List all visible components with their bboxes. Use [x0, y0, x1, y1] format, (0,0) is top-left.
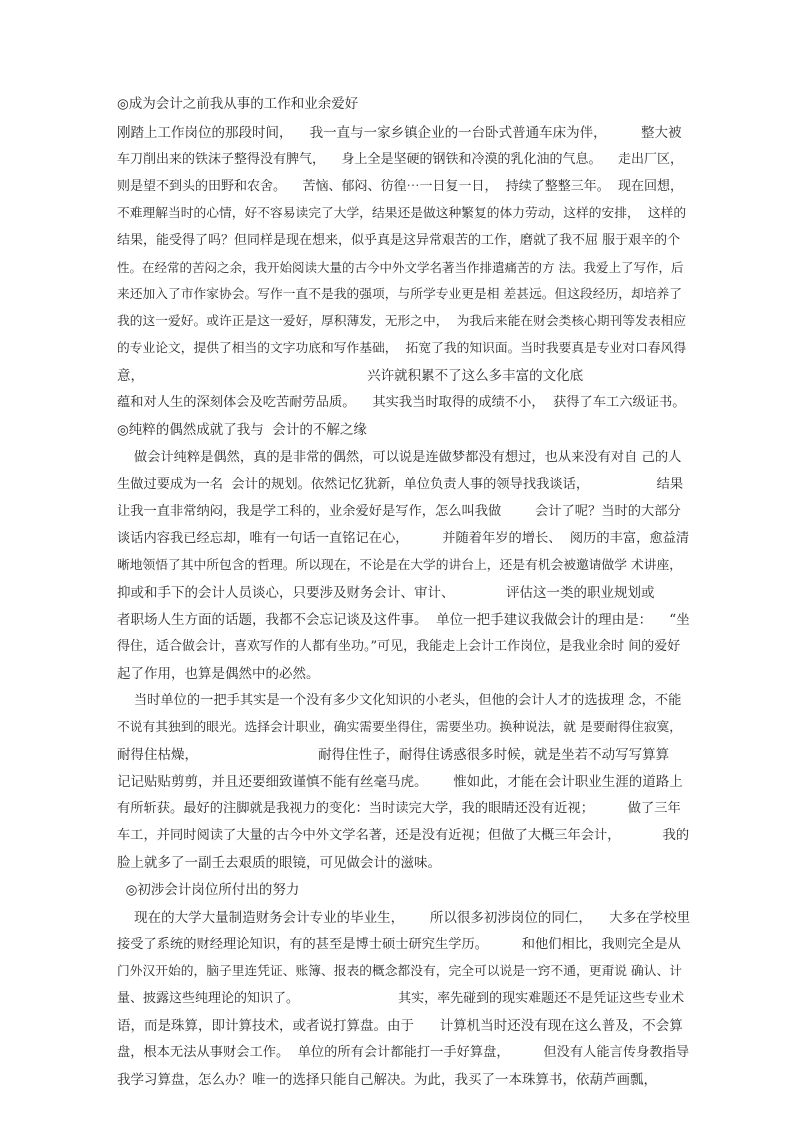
paragraph-line: 生做过要成为一名 会计的规划。依然记忆犹新，单位负责人事的领导找我谈话， 结果 [117, 477, 684, 492]
section-heading: ◎成为会计之前我从事的工作和业余爱好 [117, 96, 359, 112]
paragraph-line: 的专业论文，提供了相当的文字功底和写作基础， 拓宽了我的知识面。当时我要真是专业对口春风得 [117, 341, 687, 356]
paragraph-line: 者职场人生方面的话题，我都不会忘记谈及这件事。 单位一把手建议我做会计的理由是： “坐 [117, 612, 690, 628]
section-heading: ◎初涉会计岗位所付出的努力 [117, 882, 300, 898]
paragraph-line: 意， 兴许就积累不了这么多丰富的文化底 [117, 368, 584, 384]
paragraph-line: 抑或和手下的会计人员谈心，只要涉及财务会计、审计、 评估这一类的职业规划或 [117, 585, 655, 601]
paragraph-line: 起了作用，也算是偶然中的必然。 [117, 666, 320, 682]
paragraph-line: 性。在经常的苦闷之余，我开始阅读大量的古今中外文学名著当作排遣痛苦的方 法。我爱上了写作，后 [117, 260, 684, 275]
paragraph-line: 结果，能受得了吗？但同样是现在想来，似乎真是这异常艰苦的工作，磨就了我不屈 服于艰辛的个 [117, 233, 681, 248]
paragraph-line: 我学习算盘，怎么办？唯一的选择只能自己解决。为此，我买了一本珠算书，依葫芦画瓢， [117, 1072, 657, 1088]
paragraph-line: 接受了系统的财经理论知识，有的甚至是博士硕士研究生学历。 和他们相比，我则完全是从 [117, 937, 681, 952]
paragraph-line: 晰地领悟了其中所包含的哲理。所以现在，不论是在大学的讲台上，还是有机会被邀请做学 术讲座， [117, 558, 683, 573]
paragraph-line: 有所斩获。最好的注脚就是我视力的变化：当时读完大学，我的眼睛还没有近视； 做了三年 [117, 801, 681, 816]
paragraph-line: 刚踏上工作岗位的那段时间， 我一直与一家乡镇企业的一台卧式普通车床为伴， 整大被 [117, 125, 682, 141]
paragraph-line: 门外汉开始的，脑子里连凭证、账簿、报表的概念都没有，完全可以说是一窍不通，更甭说 确认、计 [117, 964, 683, 979]
paragraph-line: 耐得住枯燥， 耐得住性子，耐得住诱惑很多时候，就是坐若不动写写算算 [117, 747, 670, 763]
paragraph-line: 语，而是珠算，即计算技术，或者说打算盘。由于 计算机当时还没有现在这么普及，不会算 [117, 1018, 683, 1034]
paragraph-line: 当时单位的一把手其实是一个没有多少文化知识的小老头，但他的会计人才的选拔理 念，不能 [117, 693, 682, 708]
paragraph-line: 现在的大学大量制造财务会计专业的毕业生， 所以很多初涉岗位的同仁， 大多在学校里 [117, 910, 690, 926]
paragraph-line: 不说有其独到的眼光。选择会计职业，确实需要坐得住，需要坐功。换种说法，就 是要耐得住寂寞， [117, 720, 683, 735]
paragraph-line: 让我一直非常纳闷，我是学工科的，业余爱好是写作，怎么叫我做 会计了呢？当时的大部分 [117, 504, 681, 519]
paragraph-line: 脸上就多了一副壬去艰质的眼镜，可见做会计的滋味。 [117, 855, 441, 871]
paragraph-line: 车刀削出来的铁沫子整得没有脾气， 身上全是坚硬的钢铁和冷漠的乳化油的气息。 走出厂区， [117, 152, 684, 167]
paragraph-line: 得住，适合做会计，喜欢写作的人都有坐功。”可见，我能走上会计工作岗位，是我业余时 间的爱好 [117, 639, 681, 654]
paragraph-line: 谈话内容我已经忘却，唯有一句话一直铭记在心， 并随着年岁的增长、 阅历的丰富，愈益清 [117, 531, 690, 546]
paragraph-line: 记记贴贴剪剪，并且还要细致谨慎不能有丝毫马虎。 惟如此，才能在会计职业生涯的道路上 [117, 774, 683, 790]
section-heading: ◎纯粹的偶然成就了我与 会计的不解之缘 [117, 422, 367, 438]
paragraph-line: 盘，根本无法从事财会工作。 单位的所有会计都能打一手好算盘， 但没有人能言传身教指导 [117, 1045, 690, 1060]
paragraph-line: 我的这一爱好。或许正是这一爱好，厚积薄发，无形之中， 为我后来能在财会类核心期刊等发表相应 [117, 314, 687, 329]
paragraph-line: 蕴和对人生的深刻体会及吃苦耐劳品质。 其实我当时取得的成绩不小， 获得了车工六级证书。 [117, 395, 686, 410]
paragraph-line: 则是望不到头的田野和农舍。 苦恼、郁闷、彷徨⋯一日复一日， 持续了整整三年。 现在回想， [117, 179, 684, 194]
paragraph-line: 不难理解当时的心情，好不容易读完了大学，结果还是做这种繁复的体力劳动，这样的安排， 这样的 [117, 206, 687, 221]
paragraph-line: 量、披露这些纯理论的知识了。 其实，率先碰到的现实难题还不是凭证这些专业术 [117, 991, 685, 1006]
paragraph-line: 做会计纯粹是偶然，真的是非常的偶然，可以说是连做梦都没有想过，也从来没有对自 己的人 [117, 450, 682, 465]
paragraph-line: 来还加入了市作家协会。写作一直不是我的强项，与所学专业更是相 差甚远。但这段经历，却培养了 [117, 287, 683, 302]
paragraph-line: 车工，并同时阅读了大量的古今中外文学名著，还是没有近视；但做了大概三年会计， 我的 [117, 828, 690, 843]
